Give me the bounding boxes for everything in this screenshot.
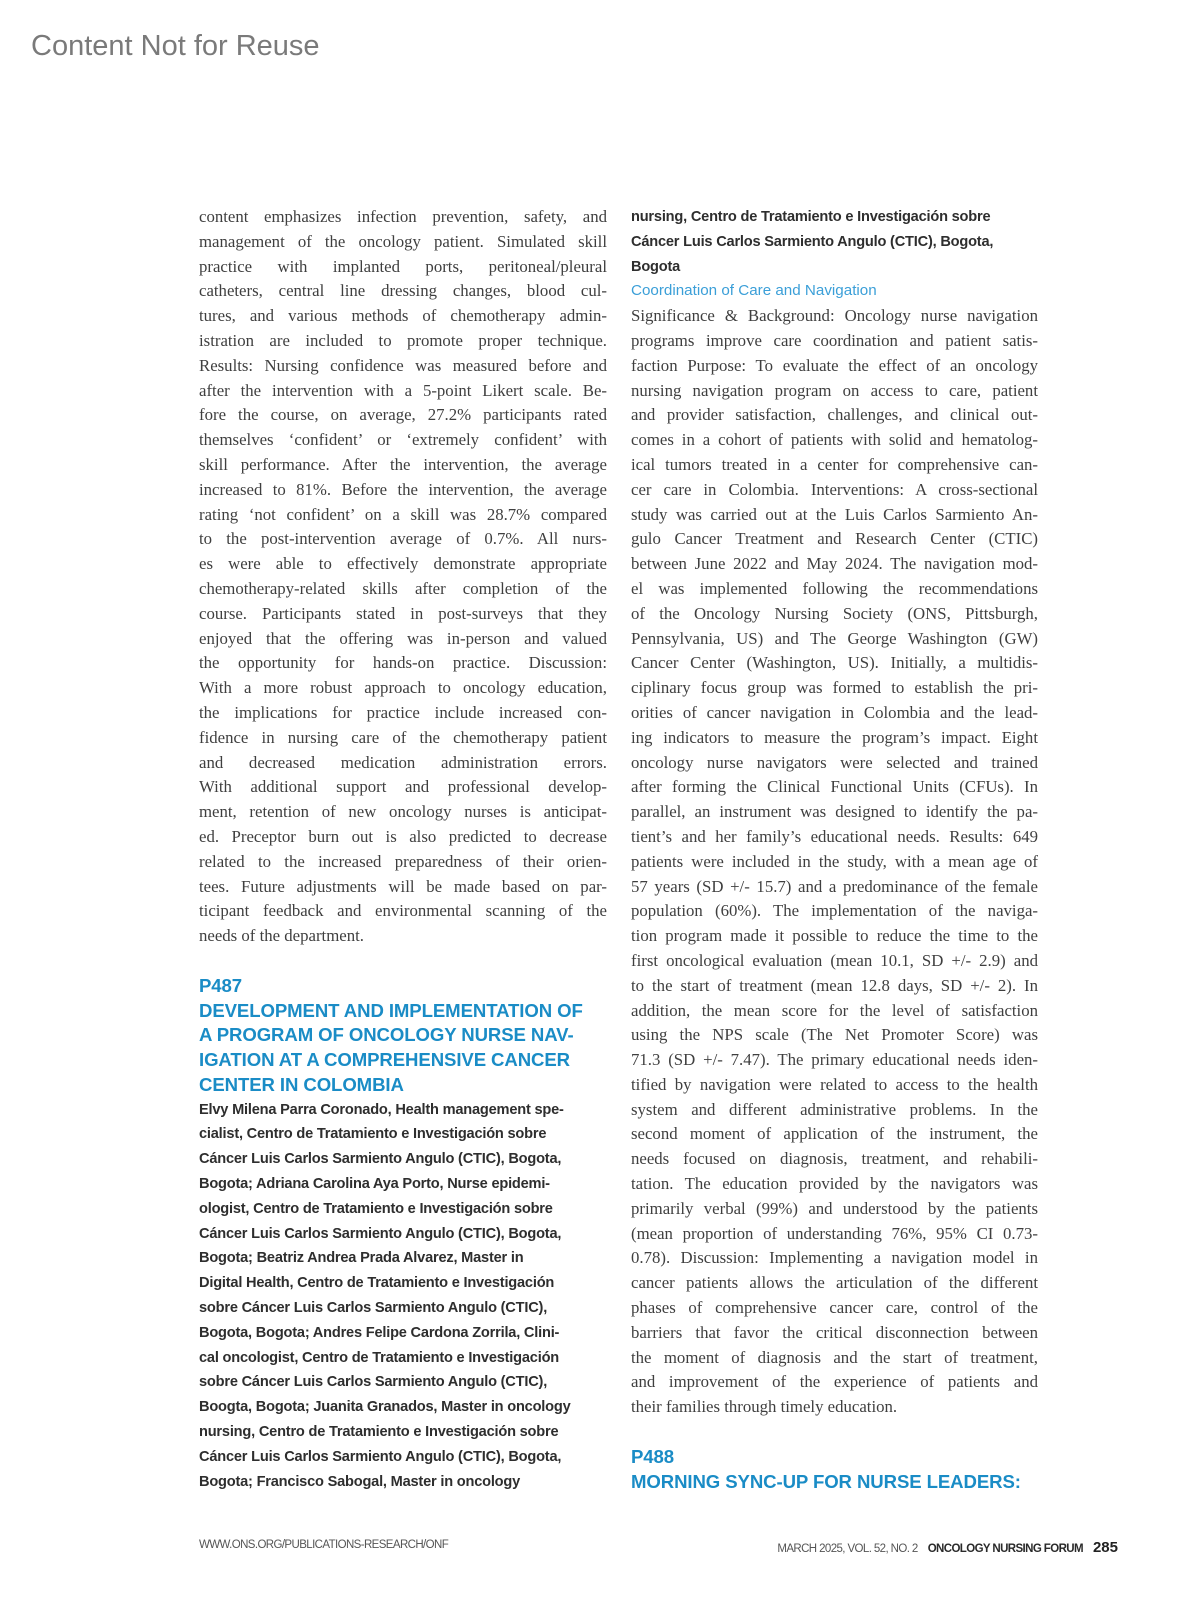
text-line: rating ‘not confident’ on a skill was 28.7% compared xyxy=(199,504,607,524)
text-line: gulo Cancer Treatment and Research Center (CTIC) xyxy=(631,529,1038,549)
text-line: ment, retention of new oncology nurses is anticipat- xyxy=(199,802,607,822)
text-line: ical tumors treated in a center for comprehensive can- xyxy=(631,454,1038,474)
text-line: barriers that favor the critical disconnection between xyxy=(631,1322,1038,1342)
abstract-body-p487 xyxy=(631,304,1038,1420)
author-line: Bogota; Francisco Sabogal, Master in oncology xyxy=(199,1473,521,1490)
abstract-id-p487: P487 xyxy=(199,974,243,996)
text-line: population (60%). The implementation of the naviga- xyxy=(631,901,1038,921)
text-line: and decreased medication administration errors. xyxy=(199,752,607,772)
text-line: cancer patients allows the articulation of the different xyxy=(631,1273,1038,1293)
footer-url: WWW.ONS.ORG/PUBLICATIONS-RESEARCH/ONF xyxy=(199,1539,449,1551)
text-line: second moment of application of the instrument, the xyxy=(631,1124,1038,1144)
text-line: first oncological evaluation (mean 10.1, SD +/- 2.9) and xyxy=(631,950,1038,970)
text-line: to the post-intervention average of 0.7%. All nurs- xyxy=(199,529,607,549)
author-line: Digital Health, Centro de Tratamiento e Investigación xyxy=(199,1275,555,1292)
text-line: management of the oncology patient. Simulated skill xyxy=(199,231,607,251)
abstract-id-p488: P488 xyxy=(631,1445,675,1467)
text-line: system and different administrative problems. In the xyxy=(631,1099,1038,1119)
text-line: nursing navigation program on access to care, patient xyxy=(631,380,1038,400)
text-line: tees. Future adjustments will be made based on par- xyxy=(199,876,607,896)
text-line: study was carried out at the Luis Carlos Sarmiento An- xyxy=(631,504,1038,524)
abstract-authors-p487 xyxy=(199,1098,607,1495)
title-line: DEVELOPMENT AND IMPLEMENTATION OF xyxy=(199,999,583,1021)
author-line: nursing, Centro de Tratamiento e Investigación sobre xyxy=(631,209,991,225)
text-line: comes in a cohort of patients with solid and hematolog- xyxy=(631,430,1038,450)
text-line: of the Oncology Nursing Society (ONS, Pittsburgh, xyxy=(631,603,1038,623)
text-line: addition, the mean score for the level of satisfaction xyxy=(631,1000,1038,1020)
text-line: content emphasizes infection prevention, safety, and xyxy=(199,207,607,226)
text-line: orities of cancer navigation in Colombia and the lead- xyxy=(631,702,1038,722)
footer-issue: MARCH 2025, VOL. 52, NO. 2 xyxy=(777,1543,918,1555)
abstract-category: Coordination of Care and Navigation xyxy=(631,282,877,300)
footer-issue-info xyxy=(777,1539,1118,1556)
author-line: sobre Cáncer Luis Carlos Sarmiento Angulo (CTIC), xyxy=(199,1300,548,1317)
text-line: tion program made it possible to reduce the time to the xyxy=(631,926,1038,946)
text-line: Pennsylvania, US) and The George Washington (GW) xyxy=(631,628,1038,648)
author-line: Cáncer Luis Carlos Sarmiento Angulo (CTIC), Bogota, xyxy=(199,1448,562,1465)
author-line: Bogota, Bogota; Andres Felipe Cardona Zorrila, Clini- xyxy=(199,1324,560,1341)
text-line: With additional support and professional develop- xyxy=(199,777,607,797)
text-line: skill performance. After the intervention, the average xyxy=(199,454,607,474)
abstract-authors-continued xyxy=(631,205,1038,279)
text-line: to the start of treatment (mean 12.8 days, SD +/- 2). In xyxy=(631,975,1038,995)
author-line: Cáncer Luis Carlos Sarmiento Angulo (CTIC), Bogota, xyxy=(199,1151,562,1168)
text-line: primarily verbal (99%) and understood by the patients xyxy=(631,1198,1038,1218)
text-line: between June 2022 and May 2024. The navigation mod- xyxy=(631,554,1038,574)
text-line: tation. The education provided by the navigators was xyxy=(631,1174,1038,1194)
title-line: CENTER IN COLOMBIA xyxy=(199,1073,404,1095)
continued-abstract-body xyxy=(199,205,607,949)
text-line: themselves ‘confident’ or ‘extremely confident’ with xyxy=(199,430,607,450)
text-line: and improvement of the experience of patients and xyxy=(631,1372,1038,1392)
author-line: nursing, Centro de Tratamiento e Investigación sobre xyxy=(199,1424,559,1441)
text-line: programs improve care coordination and patient satis- xyxy=(631,330,1038,350)
title-line: A PROGRAM OF ONCOLOGY NURSE NAV- xyxy=(199,1024,574,1046)
text-line: practice with implanted ports, peritoneal/pleural xyxy=(199,256,607,276)
author-line: sobre Cáncer Luis Carlos Sarmiento Angulo (CTIC), xyxy=(199,1374,548,1391)
text-line: faction Purpose: To evaluate the effect of an oncology xyxy=(631,355,1038,375)
author-line: Elvy Milena Parra Coronado, Health management spe- xyxy=(199,1101,564,1118)
author-line: ologist, Centro de Tratamiento e Investigación sobre xyxy=(199,1200,553,1217)
text-line: ciplinary focus group was formed to establish the pri- xyxy=(631,678,1038,698)
author-line: Bogota xyxy=(631,258,681,275)
text-line: after forming the Clinical Functional Units (CFUs). In xyxy=(631,777,1038,797)
text-line: el was implemented following the recommendations xyxy=(631,578,1038,598)
page-number: 285 xyxy=(1092,1539,1118,1556)
text-line: es were able to effectively demonstrate appropriate xyxy=(199,554,607,574)
text-line: the implications for practice include increased con- xyxy=(199,702,607,722)
text-line: patients were included in the study, with a mean age of xyxy=(631,851,1038,871)
abstract-title-p487 xyxy=(199,999,607,1098)
text-line: parallel, an instrument was designed to identify the pa- xyxy=(631,802,1038,822)
text-line: phases of comprehensive cancer care, control of the xyxy=(631,1298,1038,1318)
text-line: using the NPS scale (The Net Promoter Score) was xyxy=(631,1025,1038,1045)
text-line: Cancer Center (Washington, US). Initially, a multidis- xyxy=(631,653,1038,673)
text-line: chemotherapy-related skills after completion of the xyxy=(199,578,607,598)
text-line: catheters, central line dressing changes, blood cul- xyxy=(199,281,607,301)
text-line: istration are included to promote proper technique. xyxy=(199,330,607,350)
author-line: cal oncologist, Centro de Tratamiento e Investigación xyxy=(199,1349,559,1366)
text-line: after the intervention with a 5-point Likert scale. Be- xyxy=(199,380,607,400)
text-line: Significance & Background: Oncology nurse navigation xyxy=(631,306,1038,326)
watermark: Content Not for Reuse xyxy=(31,30,320,62)
text-line: related to the increased preparedness of their orien- xyxy=(199,851,607,871)
text-line: fidence in nursing care of the chemotherapy patient xyxy=(199,727,607,747)
title-line: IGATION AT A COMPREHENSIVE CANCER xyxy=(199,1049,570,1071)
text-line: cer care in Colombia. Interventions: A cross-sectional xyxy=(631,479,1038,499)
left-column xyxy=(199,205,607,1494)
text-line: (mean proportion of understanding 76%, 95% CI 0.73- xyxy=(631,1223,1038,1243)
text-line: 57 years (SD +/- 15.7) and a predominance of the female xyxy=(631,876,1038,896)
text-line: Results: Nursing confidence was measured before and xyxy=(199,355,607,375)
text-line: needs of the department. xyxy=(199,926,364,946)
text-line: oncology nurse navigators were selected and trained xyxy=(631,752,1038,772)
text-line: tures, and various methods of chemotherapy admin- xyxy=(199,306,607,326)
text-line: ed. Preceptor burn out is also predicted to decrease xyxy=(199,826,607,846)
text-line: enjoyed that the offering was in-person and valued xyxy=(199,628,607,648)
text-line: the moment of diagnosis and the start of treatment, xyxy=(631,1347,1038,1367)
title-line: MORNING SYNC-UP FOR NURSE LEADERS: xyxy=(631,1470,1021,1492)
abstract-title-p488 xyxy=(631,1470,1038,1495)
text-line: fore the course, on average, 27.2% participants rated xyxy=(199,405,607,425)
text-line: 0.78). Discussion: Implementing a navigation model in xyxy=(631,1248,1038,1268)
author-line: Boogta, Bogota; Juanita Granados, Master in oncology xyxy=(199,1399,571,1416)
text-line: ticipant feedback and environmental scanning of the xyxy=(199,901,607,921)
author-line: Bogota; Adriana Carolina Aya Porto, Nurse epidemi- xyxy=(199,1176,550,1193)
text-line: and provider satisfaction, challenges, and clinical out- xyxy=(631,405,1038,425)
text-line: ing indicators to measure the program’s impact. Eight xyxy=(631,727,1038,747)
text-line: increased to 81%. Before the intervention, the average xyxy=(199,479,607,499)
footer-journal-name: ONCOLOGY NURSING FORUM xyxy=(927,1543,1083,1555)
text-line: 71.3 (SD +/- 7.47). The primary educational needs iden- xyxy=(631,1050,1038,1070)
author-line: cialist, Centro de Tratamiento e Investigación sobre xyxy=(199,1126,547,1143)
author-line: Bogota; Beatriz Andrea Prada Alvarez, Master in xyxy=(199,1250,524,1267)
right-column xyxy=(631,205,1038,1494)
text-line: the opportunity for hands-on practice. Discussion: xyxy=(199,653,607,673)
author-line: Cáncer Luis Carlos Sarmiento Angulo (CTIC), Bogota, xyxy=(631,233,994,250)
text-line: their families through timely education. xyxy=(631,1397,898,1417)
text-line: tified by navigation were related to access to the health xyxy=(631,1074,1038,1094)
text-line: tient’s and her family’s educational needs. Results: 649 xyxy=(631,826,1038,846)
text-line: With a more robust approach to oncology education, xyxy=(199,678,607,698)
text-line: needs focused on diagnosis, treatment, and rehabili- xyxy=(631,1149,1038,1169)
text-line: course. Participants stated in post-surveys that they xyxy=(199,603,607,623)
author-line: Cáncer Luis Carlos Sarmiento Angulo (CTIC), Bogota, xyxy=(199,1225,562,1242)
